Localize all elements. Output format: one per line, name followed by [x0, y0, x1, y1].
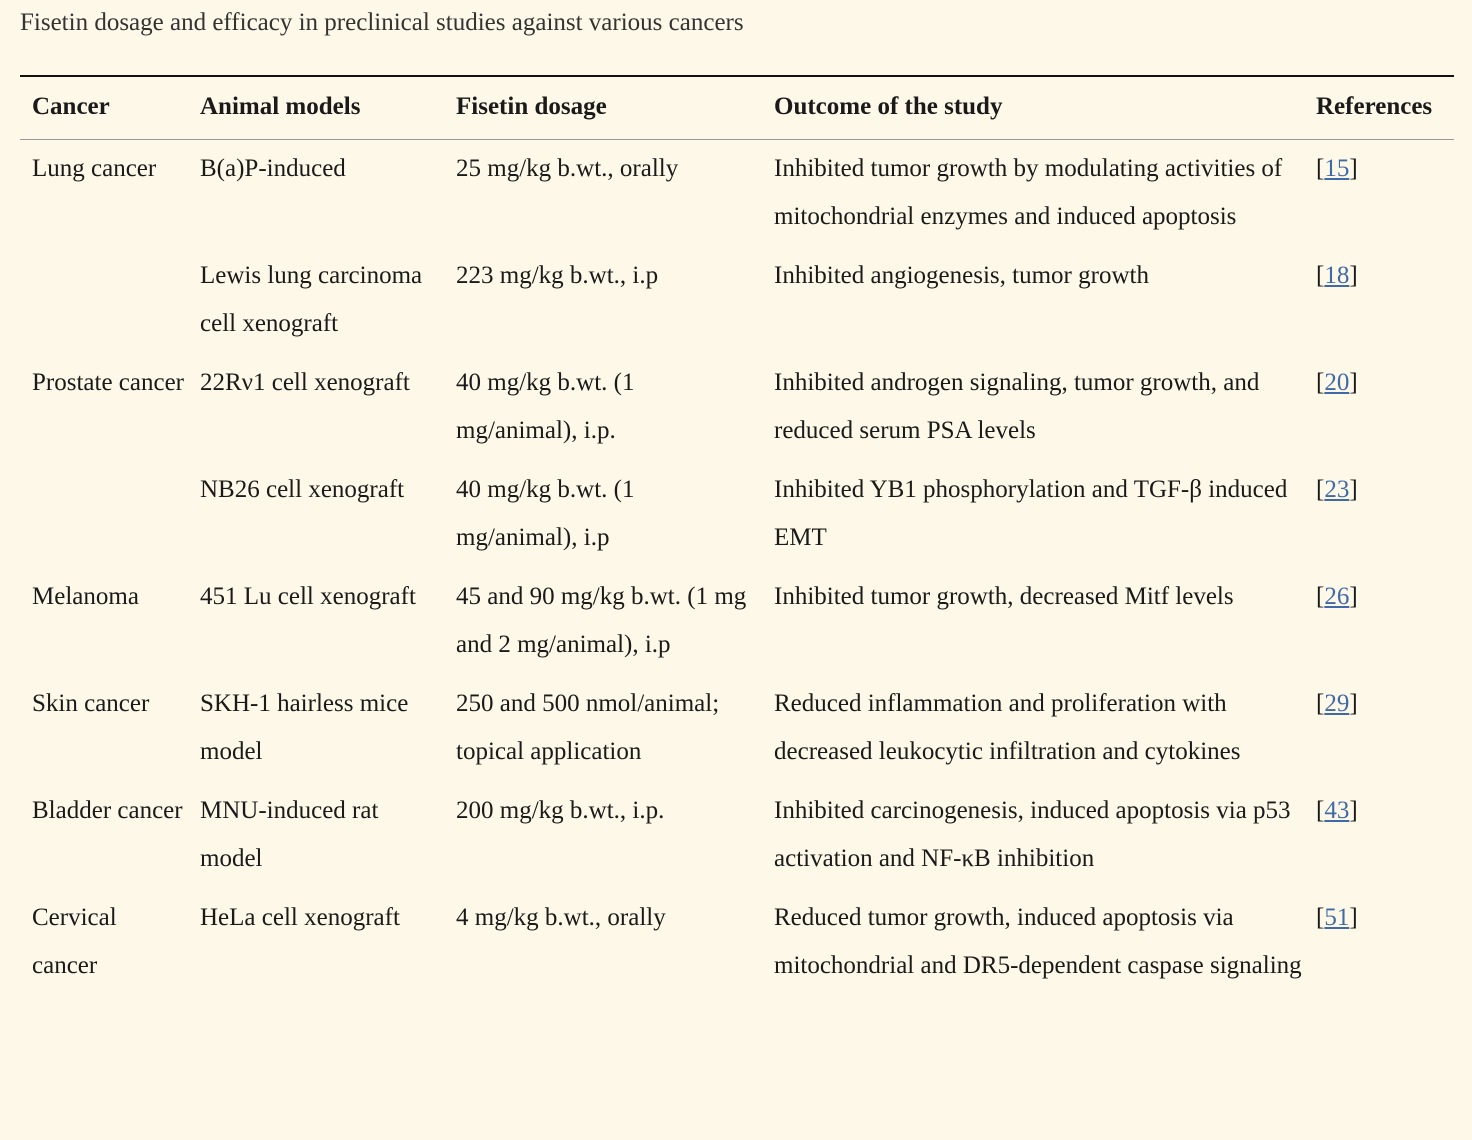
cell-reference: [26] — [1316, 583, 1358, 610]
cell-animal-model: NB26 cell xenograft — [200, 476, 405, 503]
cell-cancer: Skin cancer — [32, 690, 150, 717]
reference-link[interactable]: 15 — [1324, 155, 1350, 182]
cell-cancer: Lung cancer — [32, 155, 157, 182]
table-caption: Fisetin dosage and efficacy in preclinical studies against various cancers — [20, 9, 744, 36]
cell-cancer — [20, 460, 188, 567]
fisetin-table — [20, 75, 1454, 995]
reference-link[interactable]: 18 — [1324, 262, 1350, 289]
table-row — [20, 781, 1454, 888]
table-row — [20, 140, 1454, 247]
header-row — [20, 76, 1454, 140]
cell-animal-model: 22Rν1 cell xenograft — [200, 369, 410, 396]
table-row — [20, 460, 1454, 567]
cell-outcome: Inhibited YB1 phosphorylation and TGF-β induced EMT — [774, 476, 1288, 551]
cell-outcome: Reduced tumor growth, induced apoptosis via mitochondrial and DR5-dependent caspase signaling — [774, 904, 1302, 979]
cell-outcome: Inhibited androgen signaling, tumor growth, and reduced serum PSA levels — [774, 369, 1260, 444]
cell-dosage: 25 mg/kg b.wt., orally — [456, 155, 679, 182]
cell-cancer — [20, 246, 188, 353]
cell-cancer: Bladder cancer — [32, 797, 183, 824]
cell-dosage: 45 and 90 mg/kg b.wt. (1 mg and 2 mg/animal), i.p — [456, 583, 747, 658]
table-row — [20, 888, 1454, 995]
cell-cancer: Melanoma — [32, 583, 139, 610]
cell-cancer: Prostate cancer — [32, 369, 185, 396]
cell-dosage: 4 mg/kg b.wt., orally — [456, 904, 666, 931]
header-fisetin-dosage: Fisetin dosage — [456, 93, 607, 120]
cell-dosage: 223 mg/kg b.wt., i.p — [456, 262, 659, 289]
cell-dosage: 200 mg/kg b.wt., i.p. — [456, 797, 665, 824]
reference-link[interactable]: 23 — [1324, 476, 1350, 503]
reference-link[interactable]: 26 — [1324, 583, 1350, 610]
cell-outcome: Reduced inflammation and proliferation with decreased leukocytic infiltration and cytokines — [774, 690, 1241, 765]
header-references: References — [1316, 93, 1433, 120]
cell-animal-model: 451 Lu cell xenograft — [200, 583, 416, 610]
table-row — [20, 353, 1454, 460]
reference-link[interactable]: 20 — [1324, 369, 1350, 396]
table-row — [20, 674, 1454, 781]
cell-animal-model: MNU-induced rat model — [200, 797, 379, 872]
cell-outcome: Inhibited tumor growth by modulating activities of mitochondrial enzymes and induced apoptosis — [774, 155, 1283, 230]
cell-reference: [23] — [1316, 476, 1358, 503]
cell-cancer: Cervical cancer — [32, 904, 117, 979]
reference-link[interactable]: 43 — [1324, 797, 1350, 824]
cell-animal-model: Lewis lung carcinoma cell xenograft — [200, 262, 423, 337]
cell-animal-model: B(a)P-induced — [200, 155, 346, 182]
reference-link[interactable]: 29 — [1324, 690, 1350, 717]
cell-outcome: Inhibited carcinogenesis, induced apoptosis via p53 activation and NF-κB inhibition — [774, 797, 1291, 872]
cell-reference: [20] — [1316, 369, 1358, 396]
cell-reference: [51] — [1316, 904, 1358, 931]
cell-dosage: 40 mg/kg b.wt. (1 mg/animal), i.p — [456, 476, 635, 551]
table-row — [20, 567, 1454, 674]
header-outcome: Outcome of the study — [774, 93, 1003, 120]
cell-outcome: Inhibited angiogenesis, tumor growth — [774, 262, 1149, 289]
header-animal-models: Animal models — [200, 93, 361, 120]
cell-animal-model: SKH-1 hairless mice model — [200, 690, 409, 765]
cell-reference: [15] — [1316, 155, 1358, 182]
table-row — [20, 246, 1454, 353]
header-cancer: Cancer — [32, 93, 110, 120]
cell-dosage: 250 and 500 nmol/animal; topical application — [456, 690, 720, 765]
reference-link[interactable]: 51 — [1324, 904, 1350, 931]
cell-reference: [29] — [1316, 690, 1358, 717]
cell-outcome: Inhibited tumor growth, decreased Mitf levels — [774, 583, 1234, 610]
cell-reference: [18] — [1316, 262, 1358, 289]
cell-reference: [43] — [1316, 797, 1358, 824]
cell-dosage: 40 mg/kg b.wt. (1 mg/animal), i.p. — [456, 369, 635, 444]
cell-animal-model: HeLa cell xenograft — [200, 904, 400, 931]
